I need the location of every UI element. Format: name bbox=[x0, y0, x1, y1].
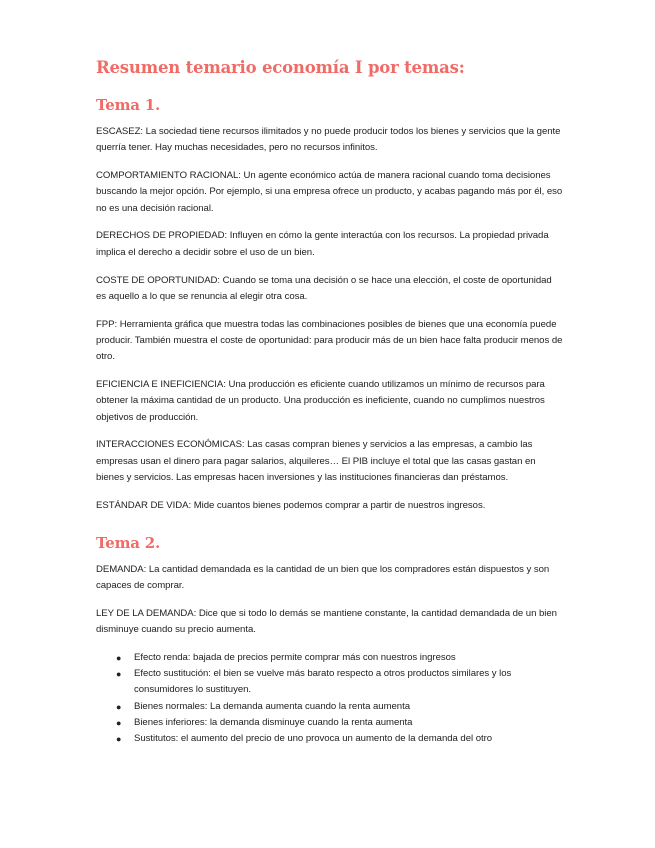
document-title: Resumen temario economía I por temas: bbox=[96, 58, 465, 77]
list-item-text: Efecto renda: bajada de precios permite comprar más con nuestros ingresos bbox=[134, 651, 456, 663]
paragraph-escasez: ESCASEZ: La sociedad tiene recursos ilimitados y no puede producir todos los bienes y servicios que la gente querría tener. Hay muchas necesidades, pero no recursos infinitos. bbox=[96, 126, 561, 154]
list-item bbox=[96, 715, 564, 731]
paragraph-demanda: DEMANDA: La cantidad demandada es la cantidad de un bien que los compradores están dispuestos y son capaces de comprar. bbox=[96, 563, 550, 591]
paragraph-interacciones-economicas: INTERACCIONES ECONÓMICAS: Las casas compran bienes y servicios a las empresas, a cambio las empresas usan el dinero para pagar salarios, alquileres… El PIB incluye el total que las casas gastan en bienes y servicios. Las empresas hacen inversiones y las instituciones financieras dan préstamos. bbox=[96, 439, 536, 484]
paragraph-eficiencia: EFICIENCIA E INEFICIENCIA: Una producción es eficiente cuando utilizamos un mínimo de recursos para obtener la máxima cantidad de un producto. Una producción es ineficiente, cuando no cumplimos nuestros objetivos de producción. bbox=[96, 379, 545, 423]
list-item bbox=[96, 650, 564, 666]
bullet-icon: ● bbox=[116, 718, 122, 729]
bullet-icon: ● bbox=[116, 734, 122, 745]
section-heading-tema-2: Tema 2. bbox=[96, 533, 161, 552]
list-item-text: Bienes normales: La demanda aumenta cuando la renta aumenta bbox=[134, 700, 410, 712]
paragraph-estandar-de-vida: ESTÁNDAR DE VIDA: Mide cuantos bienes podemos comprar a partir de nuestros ingresos. bbox=[96, 499, 486, 511]
paragraph-coste-de-oportunidad: COSTE DE OPORTUNIDAD: Cuando se toma una decisión o se hace una elección, el coste de oportunidad es aquello a lo que se renuncia al elegir otra cosa. bbox=[96, 274, 552, 302]
list-item-text: Bienes inferiores: la demanda disminuye cuando la renta aumenta bbox=[134, 717, 413, 729]
list-item bbox=[96, 666, 564, 699]
paragraph-comportamiento-racional: COMPORTAMIENTO RACIONAL: Un agente económico actúa de manera racional cuando toma decisiones buscando la mejor opción. Por ejemplo, si una empresa ofrece un producto, y acabas pagando más por él, eso no es una decisión racional. bbox=[96, 170, 563, 214]
section-heading-tema-1: Tema 1. bbox=[96, 96, 161, 114]
list-item-text: Efecto sustitución: el bien se vuelve más barato respecto a otros productos similares y los consumidores lo sustituyen. bbox=[134, 668, 512, 696]
document-content bbox=[96, 58, 564, 748]
paragraph-derechos-de-propiedad: DERECHOS DE PROPIEDAD: Influyen en cómo la gente interactúa con los recursos. La propiedad privada implica el derecho a decidir sobre el uso de un bien. bbox=[96, 230, 549, 258]
list-item bbox=[96, 699, 564, 715]
bullet-icon: ● bbox=[116, 669, 122, 680]
bullet-icon: ● bbox=[116, 652, 122, 663]
list-item bbox=[96, 731, 564, 747]
paragraph-fpp: FPP: Herramienta gráfica que muestra todas las combinaciones posibles de bienes que una economía puede producir. También muestra el coste de oportunidad: para producir más de un bien hace falta producir menos de otro. bbox=[96, 318, 563, 363]
paragraph-ley-de-la-demanda: LEY DE LA DEMANDA: Dice que si todo lo demás se mantiene constante, la cantidad demandada de un bien disminuye cuando su precio aumenta. bbox=[96, 607, 557, 636]
list-item-text: Sustitutos: el aumento del precio de uno provoca un aumento de la demanda del otro bbox=[134, 733, 493, 745]
bullet-list bbox=[96, 650, 564, 748]
bullet-icon: ● bbox=[116, 701, 122, 712]
